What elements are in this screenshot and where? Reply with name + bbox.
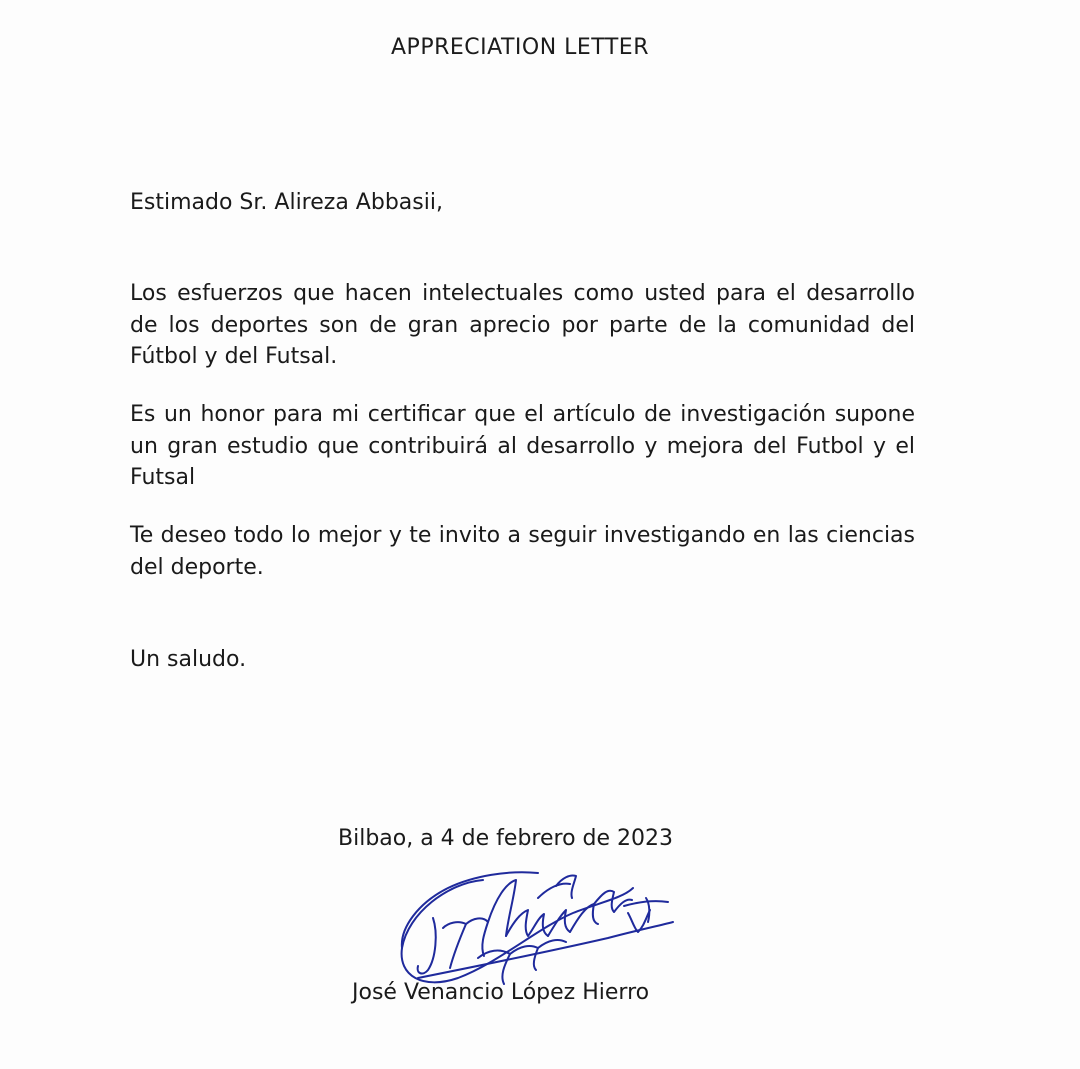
letter-title: APPRECIATION LETTER [391, 35, 649, 60]
body-paragraph-3: Te deseo todo lo mejor y te invito a seguir investigando en las ciencias del deporte. [130, 523, 915, 580]
place-date: Bilbao, a 4 de febrero de 2023 [338, 826, 674, 851]
body-paragraph-2: Es un honor para mi certificar que el artículo de investigación supone un gran estudio que contribuirá al desarrollo y mejora del Futbol y el Futsal [130, 402, 915, 490]
signature-icon [388, 858, 678, 998]
body-paragraph-1: Los esfuerzos que hacen intelectuales como usted para el desarrollo de los deportes son de gran aprecio por parte de la comunidad del Fútbol y del Futsal. [130, 281, 915, 369]
signer-name: José Venancio López Hierro [352, 980, 650, 1005]
salutation: Estimado Sr. Alireza Abbasii, [130, 190, 443, 215]
closing: Un saludo. [130, 647, 247, 672]
